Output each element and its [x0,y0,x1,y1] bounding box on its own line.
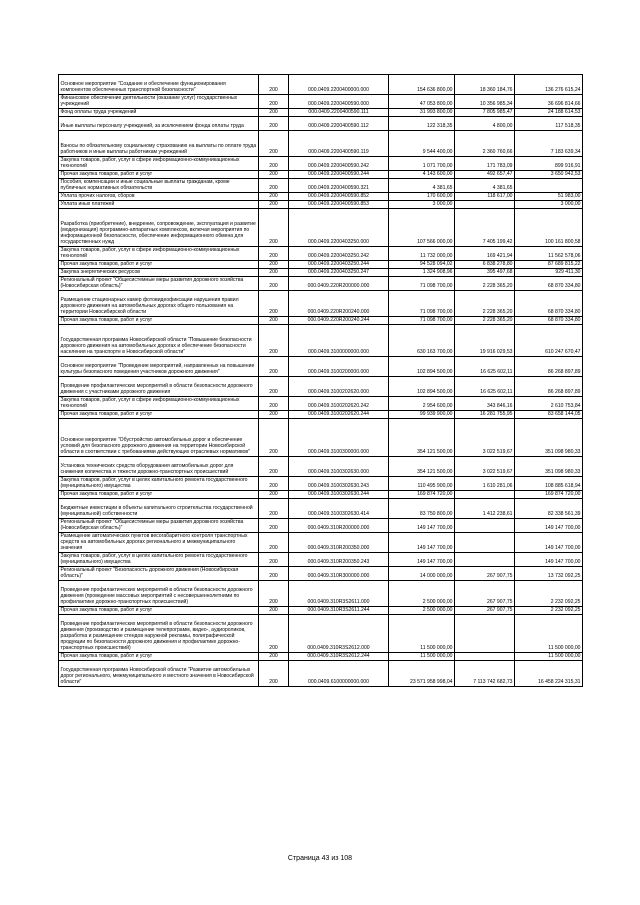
row-executed: 169 421,94 [455,247,515,261]
row-remaining: 610 247 670,47 [515,325,583,357]
table-row [59,291,583,317]
row-code: 200 [259,615,289,653]
row-code: 200 [259,261,289,269]
row-executed: 267 907,75 [455,581,515,607]
row-classification: 000.0409.2200400000.000 [289,75,389,95]
row-remaining: 13 732 092,25 [515,567,583,581]
row-remaining: 929 411,30 [515,269,583,277]
row-name: Прочая закупка товаров, работ и услуг [59,261,259,269]
row-executed [455,533,515,553]
row-name: Региональный проект "Безопасность дорожного движения (Новосибирская область)" [59,567,259,581]
row-executed: 267 907,75 [455,607,515,615]
row-executed: 118 617,00 [455,193,515,201]
row-name: Взносы по обязательному социальному страхованию на выплаты по оплате труда работников и иные выплаты работникам учреждений [59,131,259,157]
row-classification: 000.0409.3100302630.244 [289,491,389,499]
row-code: 200 [259,553,289,567]
row-classification: 000.0409.220R200240.000 [289,291,389,317]
row-remaining: 3 650 942,53 [515,171,583,179]
row-classification: 000.0409.3100202620.244 [289,411,389,419]
row-name: Финансовое обеспечение деятельности (оказание услуг) государственных учреждений [59,95,259,109]
budget-table-body [59,75,583,687]
row-name: Фонд оплаты труда учреждений [59,109,259,117]
row-name: Государственная программа Новосибирской области "Развитие автомобильных дорог регионального, межмуниципального и местного значения в Новосибирской области" [59,661,259,687]
table-row [59,277,583,291]
row-remaining: 11 562 578,06 [515,247,583,261]
row-executed: 18 360 184,76 [455,75,515,95]
row-remaining: 86 268 897,89 [515,377,583,397]
row-approved: 47 053 800,00 [389,95,455,109]
row-classification: 000.0409.2200403250.247 [289,269,389,277]
row-remaining: 82 338 561,39 [515,499,583,519]
table-row [59,209,583,247]
row-code: 200 [259,581,289,607]
table-row [59,419,583,457]
row-classification: 000.0409.2200400590.119 [289,131,389,157]
table-row [59,201,583,209]
row-remaining [515,179,583,193]
row-executed [455,201,515,209]
row-code: 200 [259,411,289,419]
row-classification: 000.0409.310R3S2611.000 [289,581,389,607]
row-executed [455,553,515,567]
row-executed: 2 360 760,66 [455,131,515,157]
row-classification: 000.0409.310R200350.243 [289,553,389,567]
row-executed: 6 838 278,80 [455,261,515,269]
row-code: 200 [259,277,289,291]
table-row [59,179,583,193]
row-executed: 1 412 238,61 [455,499,515,519]
row-approved: 102 894 500,00 [389,357,455,377]
row-approved: 4 143 600,00 [389,171,455,179]
row-classification: 000.0409.3100302630.000 [289,457,389,477]
row-approved: 149 147 700,00 [389,553,455,567]
table-row [59,533,583,553]
row-name: Установка технических средств оборудования автомобильных дорог для снижения количества и тяжести дорожно-транспортных происшествий [59,457,259,477]
row-remaining: 2 232 092,25 [515,607,583,615]
row-executed: 16 625 602,11 [455,357,515,377]
row-name: Основное мероприятие "Создание и обеспечение функционирования компонентов обеспеченных транспортной безопасности" [59,75,259,95]
row-code: 200 [259,157,289,171]
row-classification: 000.0409.2200400590.112 [289,117,389,131]
row-approved: 1 071 700,00 [389,157,455,171]
budget-table [58,74,583,687]
row-approved: 630 163 700,00 [389,325,455,357]
row-name: Закупка энергетических ресурсов [59,269,259,277]
row-approved: 71 098 700,00 [389,291,455,317]
row-approved: 2 500 000,00 [389,607,455,615]
row-classification: 000.0409.2200400590.000 [289,95,389,109]
row-approved: 1 324 908,96 [389,269,455,277]
row-approved: 94 528 094,02 [389,261,455,269]
row-executed [455,615,515,653]
row-remaining: 3 000,00 [515,201,583,209]
row-classification: 000.0409.2200400590.111 [289,109,389,117]
page-number: Страница 43 из 108 [287,855,353,862]
row-executed: 7 113 742 682,73 [455,661,515,687]
table-row [59,457,583,477]
row-executed: 7 405 199,42 [455,209,515,247]
row-remaining: 2 610 753,84 [515,397,583,411]
row-code: 200 [259,661,289,687]
row-approved: 354 121 500,00 [389,457,455,477]
row-remaining: 24 188 614,53 [515,109,583,117]
row-classification: 000.0409.3100000000.000 [289,325,389,357]
row-classification: 000.0409.3100200000.000 [289,357,389,377]
row-code: 200 [259,457,289,477]
row-classification: 000.0409.220R200000.000 [289,277,389,291]
row-classification: 000.0409.3100300000.000 [289,419,389,457]
row-remaining: 149 147 700,00 [515,553,583,567]
row-classification: 000.0409.2200400590.242 [289,157,389,171]
row-name: Прочая закупка товаров, работ и услуг [59,653,259,661]
row-remaining: 83 658 144,05 [515,411,583,419]
row-classification: 000.0409.2200403250.242 [289,247,389,261]
row-remaining: 351 098 980,33 [515,457,583,477]
row-name: Проведение профилактических мероприятий в области безопасности дорожного движения (производство и размещение телепрограмм, видео-, аудиороликов, разработка и размещение стендов наружной рекламы, полиграфической продукции по безопасности дорожного движения и профилактике дорожно-транспортных происшествий) [59,615,259,653]
row-name: Размещение автоматических пунктов весогабаритного контроля транспортных средств на автомобильных дорогах регионального и межмуниципального значения [59,533,259,553]
row-code: 200 [259,201,289,209]
table-row [59,519,583,533]
row-executed: 19 916 029,53 [455,325,515,357]
row-classification: 000.0409.310R3S2611.244 [289,607,389,615]
row-name: Разработка (приобретение), внедрение, сопровождение, эксплуатация и развитие (модернизация) программно-аппаратных комплексов, включая мероприятия по информационной безопасности, обеспечение информационного обмена для государственных нужд [59,209,259,247]
row-code: 200 [259,171,289,179]
row-name: Уплата иных платежей [59,201,259,209]
table-row [59,397,583,411]
row-approved: 83 750 800,00 [389,499,455,519]
row-approved: 4 381,65 [389,179,455,193]
row-executed: 2 228 365,20 [455,277,515,291]
row-approved: 71 098 700,00 [389,277,455,291]
row-approved: 169 874 720,00 [389,491,455,499]
row-name: Прочая закупка товаров, работ и услуг [59,171,259,179]
row-remaining: 108 885 618,94 [515,477,583,491]
row-executed: 4 381,65 [455,179,515,193]
row-executed: 16 281 755,95 [455,411,515,419]
row-code: 200 [259,209,289,247]
row-classification: 000.0409.310R3S2612.000 [289,615,389,653]
row-approved: 3 000,00 [389,201,455,209]
row-code: 200 [259,95,289,109]
row-executed [455,491,515,499]
row-remaining: 2 232 092,25 [515,581,583,607]
table-row [59,325,583,357]
row-name: Основное мероприятие "Обустройство автомобильных дорог и обеспечение условий для безопасного дорожного движения на территории Новосибирской области в соответствии с требованиями действующих отраслевых нормативов" [59,419,259,457]
table-row [59,75,583,95]
row-approved: 170 600,00 [389,193,455,201]
row-classification: 000.0409.2200403250.000 [289,209,389,247]
table-row [59,269,583,277]
row-name: Уплата прочих налогов, сборов [59,193,259,201]
table-row [59,411,583,419]
row-code: 200 [259,75,289,95]
table-row [59,261,583,269]
row-approved: 31 993 800,00 [389,109,455,117]
row-classification: 000.0409.2200403250.244 [289,261,389,269]
row-approved: 14 000 000,00 [389,567,455,581]
row-code: 200 [259,269,289,277]
row-executed: 2 228 365,20 [455,317,515,325]
row-name: Прочая закупка товаров, работ и услуг [59,317,259,325]
row-name: Размещение стационарных камер фотовидеофиксации нарушения правил дорожного движения на автомобильных дорогах общего пользования на территории Новосибирской области [59,291,259,317]
row-code: 200 [259,325,289,357]
table-row [59,109,583,117]
row-executed: 171 783,09 [455,157,515,171]
row-code: 200 [259,499,289,519]
table-row [59,117,583,131]
row-code: 200 [259,607,289,615]
row-name: Закупка товаров, работ, услуг в сфере информационно-коммуникационных технологий [59,247,259,261]
row-name: Прочая закупка товаров, работ и услуг [59,607,259,615]
row-executed: 16 625 602,11 [455,377,515,397]
row-code: 200 [259,419,289,457]
table-row [59,193,583,201]
table-row [59,317,583,325]
row-approved: 23 571 958 998,04 [389,661,455,687]
row-executed [455,519,515,533]
row-name: Прочая закупка товаров, работ и услуг [59,491,259,499]
row-approved: 149 147 700,00 [389,519,455,533]
row-executed: 395 497,68 [455,269,515,277]
row-approved: 2 954 600,00 [389,397,455,411]
row-name: Бюджетные инвестиции в объекты капитального строительства государственной (муниципальной) собственности [59,499,259,519]
row-remaining: 68 870 334,80 [515,317,583,325]
table-row [59,553,583,567]
row-name: Государственная программа Новосибирской области "Повышение безопасности дорожного движения на автомобильных дорогах и обеспечение безопасности населения на транспорте в Новосибирской области" [59,325,259,357]
row-remaining: 68 870 334,80 [515,291,583,317]
row-remaining: 36 696 814,66 [515,95,583,109]
row-name: Закупка товаров, работ, услуг в сфере информационно-коммуникационных технологий [59,157,259,171]
table-row [59,653,583,661]
row-name: Закупка товаров, работ, услуг в целях капитального ремонта государственного (муниципального) имущества [59,553,259,567]
row-approved: 154 636 800,00 [389,75,455,95]
row-classification: 000.0409.2200400590.852 [289,193,389,201]
table-row [59,357,583,377]
row-code: 200 [259,109,289,117]
row-remaining: 11 500 000,00 [515,653,583,661]
table-row [59,491,583,499]
row-approved: 149 147 700,00 [389,533,455,553]
row-executed: 1 610 281,06 [455,477,515,491]
row-executed: 2 228 365,20 [455,291,515,317]
row-remaining: 149 147 700,00 [515,533,583,553]
row-classification: 000.0409.3100202620.000 [289,377,389,397]
row-remaining: 7 183 639,34 [515,131,583,157]
row-executed: 267 907,75 [455,567,515,581]
row-code: 200 [259,193,289,201]
row-name: Региональный проект "Общесистемные меры развития дорожного хозяйства (Новосибирская область)" [59,519,259,533]
table-row [59,567,583,581]
row-approved: 2 500 000,00 [389,581,455,607]
row-classification: 000.0409.2200400590.853 [289,201,389,209]
row-code: 200 [259,491,289,499]
table-row [59,131,583,157]
row-code: 200 [259,567,289,581]
row-remaining: 136 276 615,24 [515,75,583,95]
row-name: Иные выплаты персоналу учреждений, за исключением фонда оплаты труда [59,117,259,131]
row-name: Проведение профилактических мероприятий в области безопасности дорожного движения (проведение массовых мероприятий с несовершеннолетними по профилактике дорожно-транспортных происшествий) [59,581,259,607]
row-classification: 000.0409.3100302630.414 [289,499,389,519]
row-remaining: 16 458 224 315,31 [515,661,583,687]
row-approved: 11 500 000,00 [389,653,455,661]
row-approved: 11 500 000,00 [389,615,455,653]
table-row [59,499,583,519]
row-remaining: 100 161 800,58 [515,209,583,247]
row-code: 200 [259,377,289,397]
row-code: 200 [259,519,289,533]
table-row [59,607,583,615]
row-remaining: 86 268 897,89 [515,357,583,377]
row-code: 200 [259,247,289,261]
row-remaining: 117 518,35 [515,117,583,131]
row-classification: 000.0409.310R200000.000 [289,519,389,533]
table-row [59,171,583,179]
table-row [59,377,583,397]
row-classification: 000.0409.310R3S2612.244 [289,653,389,661]
row-approved: 9 544 400,00 [389,131,455,157]
row-remaining: 169 874 720,00 [515,491,583,499]
row-executed [455,653,515,661]
row-approved: 107 566 000,00 [389,209,455,247]
row-approved: 122 318,35 [389,117,455,131]
row-approved: 71 098 700,00 [389,317,455,325]
row-executed: 343 846,16 [455,397,515,411]
row-remaining: 351 098 980,33 [515,419,583,457]
row-remaining: 11 500 000,00 [515,615,583,653]
table-row [59,581,583,607]
budget-table-container [58,74,582,687]
row-name: Региональный проект "Общесистемные меры развития дорожного хозяйства (Новосибирская область)" [59,277,259,291]
table-row [59,477,583,491]
row-executed: 3 022 519,67 [455,457,515,477]
row-remaining: 899 916,91 [515,157,583,171]
row-code: 200 [259,477,289,491]
row-approved: 110 495 900,00 [389,477,455,491]
row-remaining: 87 689 815,22 [515,261,583,269]
row-classification: 000.0409.220R200240.244 [289,317,389,325]
row-name: Закупка товаров, работ, услуг в целях капитального ремонта государственного (муниципального) имущества [59,477,259,491]
row-executed: 492 657,47 [455,171,515,179]
row-name: Пособия, компенсации и иные социальные выплаты гражданам, кроме публичных нормативных обязательств [59,179,259,193]
row-classification: 000.0409.310R300000.000 [289,567,389,581]
row-name: Прочая закупка товаров, работ и услуг [59,411,259,419]
row-name: Закупка товаров, работ, услуг в сфере информационно-коммуникационных технологий [59,397,259,411]
row-classification: 000.0409.310R200350.000 [289,533,389,553]
row-classification: 000.0409.2200400590.244 [289,171,389,179]
row-classification: 000.0409.3100202620.242 [289,397,389,411]
table-row [59,157,583,171]
row-approved: 102 894 500,00 [389,377,455,397]
row-code: 200 [259,291,289,317]
row-executed: 10 356 985,34 [455,95,515,109]
table-row [59,661,583,687]
row-name: Проведение профилактических мероприятий в области безопасности дорожного движения с участниками дорожного движения [59,377,259,397]
row-remaining: 68 870 334,80 [515,277,583,291]
row-code: 200 [259,117,289,131]
row-executed: 3 022 519,67 [455,419,515,457]
row-code: 200 [259,357,289,377]
row-classification: 000.0409.6100000000.000 [289,661,389,687]
row-name: Основное мероприятие "Проведение мероприятий, направленных на повышение культуры безопасного поведения участников дорожного движения" [59,357,259,377]
row-classification: 000.0409.2200400590.321 [289,179,389,193]
row-code: 200 [259,533,289,553]
row-executed: 4 800,00 [455,117,515,131]
table-row [59,615,583,653]
row-code: 200 [259,653,289,661]
row-executed: 7 805 985,47 [455,109,515,117]
table-row [59,95,583,109]
row-approved: 11 732 000,00 [389,247,455,261]
row-code: 200 [259,131,289,157]
row-code: 200 [259,397,289,411]
row-code: 200 [259,317,289,325]
row-remaining: 51 983,00 [515,193,583,201]
row-classification: 000.0409.3100302630.243 [289,477,389,491]
row-approved: 99 939 900,00 [389,411,455,419]
row-approved: 354 121 500,00 [389,419,455,457]
row-remaining: 149 147 700,00 [515,519,583,533]
row-code: 200 [259,179,289,193]
table-row [59,247,583,261]
